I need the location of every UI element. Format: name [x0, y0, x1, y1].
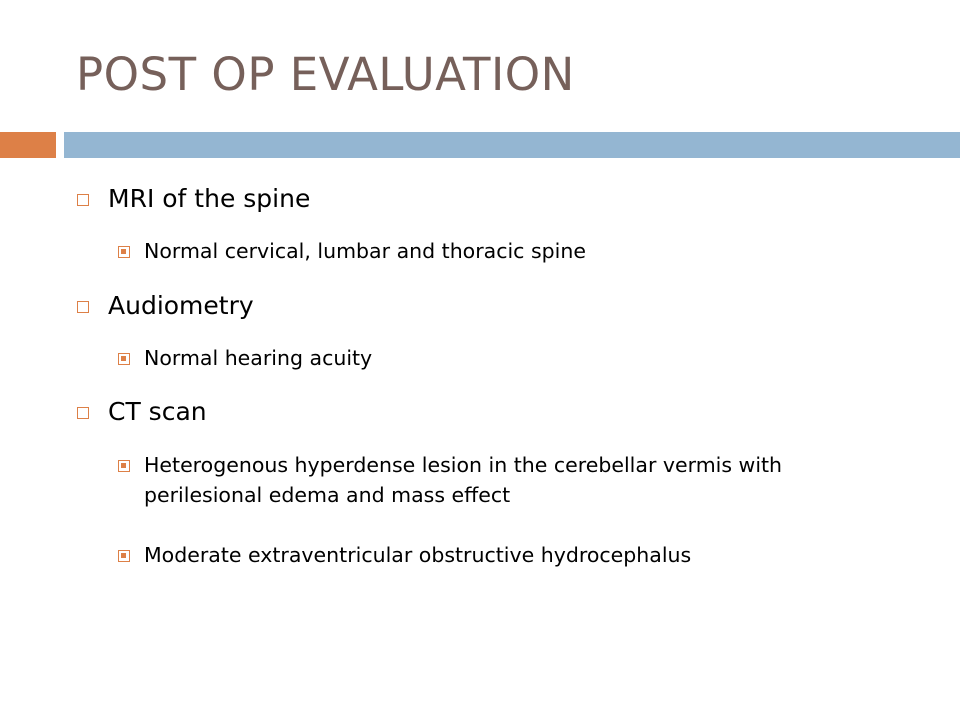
hollow-square-bullet-icon [77, 301, 89, 313]
bullet-item-ct-scan [77, 397, 207, 427]
hollow-square-bullet-icon [77, 407, 89, 419]
filled-square-bullet-icon [118, 353, 130, 365]
sub-bullet-text: Heterogenous hyperdense lesion in the cerebellar vermis with perilesional edema and mass effect [144, 453, 783, 507]
filled-square-bullet-icon [118, 460, 130, 472]
sub-bullet-item [118, 236, 918, 266]
hollow-square-bullet-icon [77, 194, 89, 206]
filled-square-bullet-icon [118, 550, 130, 562]
slide-title: POST OP EVALUATION [76, 48, 575, 101]
sub-bullet-text: Normal hearing acuity [144, 346, 373, 370]
bullet-text: MRI of the spine [108, 184, 311, 213]
bullet-text: CT scan [108, 397, 207, 426]
sub-bullet-item [118, 450, 818, 510]
sub-bullet-text: Moderate extraventricular obstructive hydrocephalus [144, 543, 692, 567]
filled-square-bullet-icon [118, 246, 130, 258]
sub-bullet-text: Normal cervical, lumbar and thoracic spine [144, 239, 586, 263]
sub-bullet-item [118, 540, 918, 570]
bullet-text: Audiometry [108, 291, 254, 320]
sub-bullet-item [118, 343, 918, 373]
bullet-item-mri [77, 184, 310, 214]
bullet-item-audiometry [77, 291, 254, 321]
